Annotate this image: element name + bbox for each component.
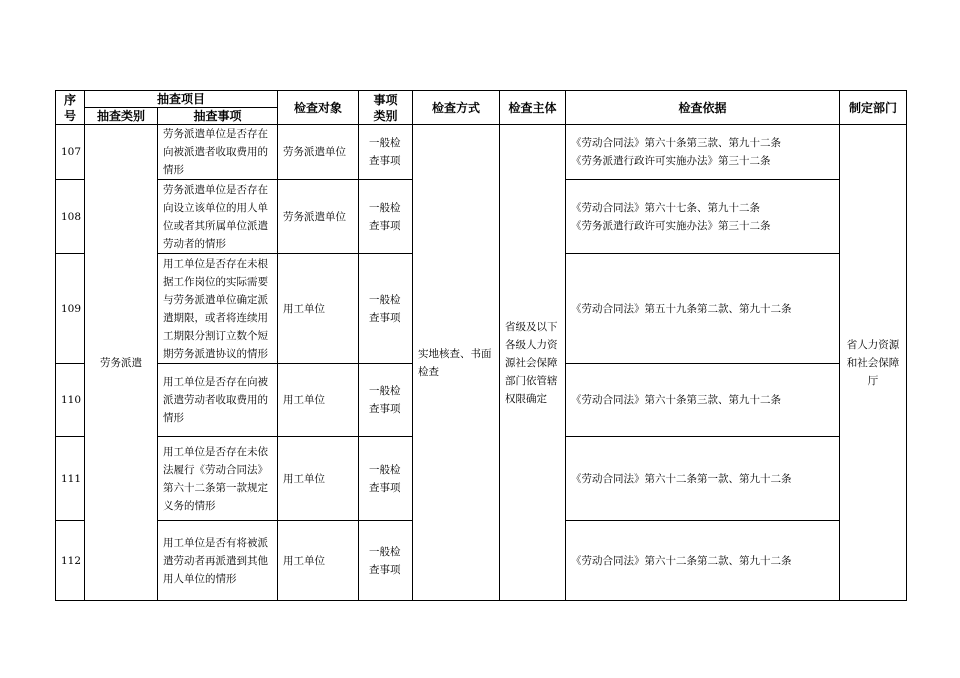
row-item: 用工单位是否存在未依法履行《劳动合同法》第六十二条第一款规定义务的情形	[158, 437, 278, 521]
row-seq: 112	[56, 521, 85, 601]
row-item-type: 一般检查事项	[359, 364, 413, 437]
row-basis	[566, 437, 840, 521]
inspection-table	[55, 90, 907, 601]
row-basis	[566, 254, 840, 364]
header-target: 检查对象	[278, 91, 359, 125]
row-item-type: 一般检查事项	[359, 125, 413, 180]
row-target: 用工单位	[278, 437, 359, 521]
row-item: 用工单位是否存在未根据工作岗位的实际需要与劳务派遣单位确定派遣期限，或者将连续用工期限分割订立数个短期劳务派遣协议的情形	[158, 254, 278, 364]
row-seq: 107	[56, 125, 85, 180]
basis-line: 《劳动合同法》第六十条第三款、第九十二条	[571, 394, 782, 406]
header-item-type: 事项类别	[359, 91, 413, 125]
row-basis	[566, 180, 840, 254]
row-seq: 108	[56, 180, 85, 254]
basis-line: 《劳务派遣行政许可实施办法》第三十二条	[571, 219, 771, 232]
header-department: 制定部门	[840, 91, 907, 125]
row-item-type: 一般检查事项	[359, 521, 413, 601]
row-item: 劳务派遣单位是否存在向设立该单位的用人单位或者其所属单位派遣劳动者的情形	[158, 180, 278, 254]
row-item-type: 一般检查事项	[359, 437, 413, 521]
method-cell: 实地核查、书面检查	[413, 125, 500, 601]
subject-cell: 省级及以下各级人力资源社会保障部门依管辖权限确定	[500, 125, 566, 601]
row-seq: 111	[56, 437, 85, 521]
row-seq: 109	[56, 254, 85, 364]
row-item: 劳务派遣单位是否存在向被派遣者收取费用的情形	[158, 125, 278, 180]
row-basis	[566, 521, 840, 601]
header-row-1	[56, 91, 907, 108]
header-basis: 检查依据	[566, 91, 840, 125]
basis-line: 《劳务派遣行政许可实施办法》第三十二条	[571, 155, 771, 167]
row-basis	[566, 364, 840, 437]
basis-line: 《劳动合同法》第六十二条第一款、第九十二条	[571, 472, 792, 485]
category-cell: 劳务派遣	[85, 125, 158, 601]
header-seq: 序号	[56, 91, 85, 125]
header-subject: 检查主体	[500, 91, 566, 125]
department-cell: 省人力资源和社会保障厅	[840, 125, 907, 601]
header-method: 检查方式	[413, 91, 500, 125]
basis-line: 《劳动合同法》第五十九条第二款、第九十二条	[571, 302, 792, 315]
row-target: 劳务派遣单位	[278, 125, 359, 180]
basis-line: 《劳动合同法》第六十二条第二款、第九十二条	[571, 554, 792, 567]
row-item: 用工单位是否有将被派遣劳动者再派遣到其他用人单位的情形	[158, 521, 278, 601]
row-item-type: 一般检查事项	[359, 254, 413, 364]
header-category: 抽查类别	[85, 108, 158, 125]
row-target: 用工单位	[278, 521, 359, 601]
row-target: 劳务派遣单位	[278, 180, 359, 254]
basis-line: 《劳动合同法》第六十七条、第九十二条	[571, 201, 761, 214]
header-project-group: 抽查项目	[85, 91, 278, 108]
row-item: 用工单位是否存在向被派遣劳动者收取费用的情形	[158, 364, 278, 437]
row-seq: 110	[56, 364, 85, 437]
table-row	[56, 125, 907, 180]
row-basis	[566, 125, 840, 180]
basis-line: 《劳动合同法》第六十条第三款、第九十二条	[571, 137, 782, 149]
row-target: 用工单位	[278, 364, 359, 437]
row-target: 用工单位	[278, 254, 359, 364]
header-item: 抽查事项	[158, 108, 278, 125]
row-item-type: 一般检查事项	[359, 180, 413, 254]
